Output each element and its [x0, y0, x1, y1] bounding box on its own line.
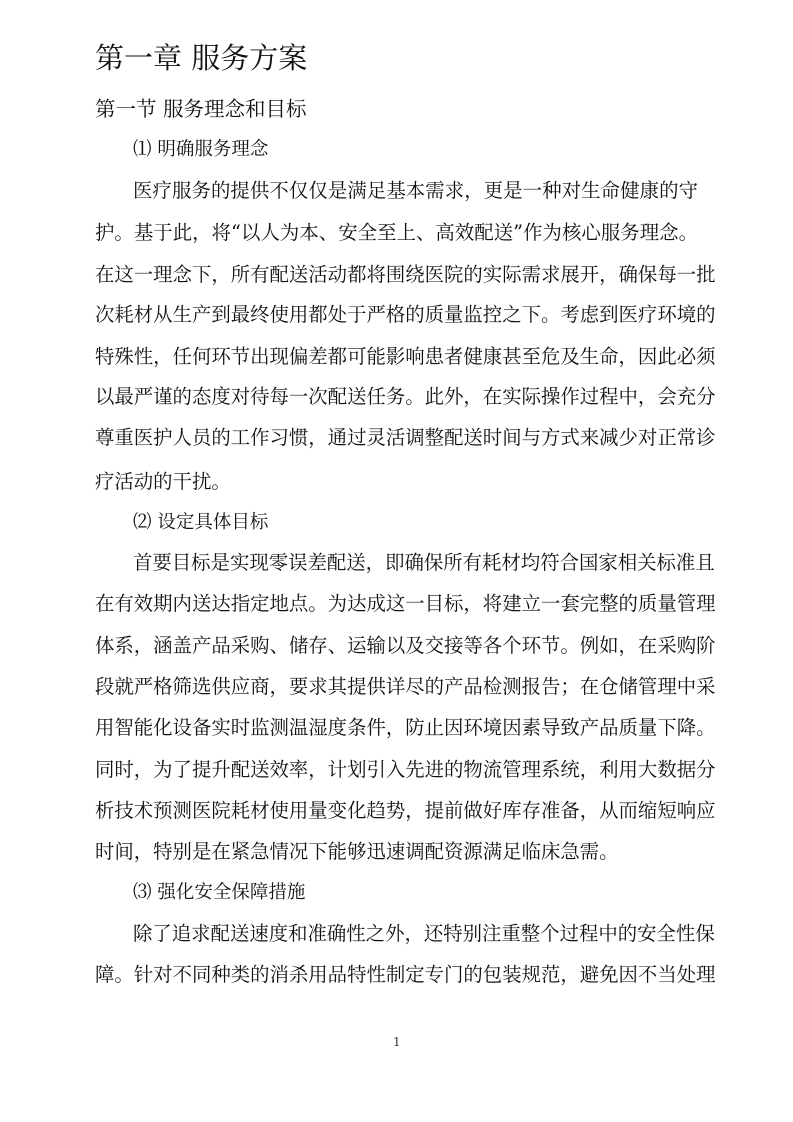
paragraph-line: 障。针对不同种类的消杀用品特性制定专门的包装规范，避免因不当处理: [95, 963, 716, 986]
paragraph-line: 时间，特别是在紧急情况下能够迅速调配资源满足临床急需。: [95, 840, 619, 863]
paragraph-line: 疗活动的干扰。: [95, 470, 231, 493]
subsection-heading: ⑴ 明确服务理念: [133, 139, 269, 160]
subsection-heading: ⑶ 强化安全保障措施: [133, 882, 306, 903]
paragraph-line: 在有效期内送达指定地点。为达成这一目标，将建立一套完整的质量管理: [95, 592, 716, 615]
paragraph-line: 次耗材从生产到最终使用都处于严格的质量监控之下。考虑到医疗环境的: [95, 303, 716, 326]
paragraph-line: 医疗服务的提供不仅仅是满足基本需求，更是一种对生命健康的守: [133, 179, 698, 202]
paragraph-line: 除了追求配送速度和准确性之外，还特别注重整个过程中的安全性保: [133, 922, 715, 945]
paragraph-line: 体系，涵盖产品采购、储存、运输以及交接等各个环节。例如，在采购阶: [95, 634, 716, 657]
paragraph-line: 在这一理念下，所有配送活动都将围绕医院的实际需求展开，确保每一批: [95, 263, 716, 286]
paragraph-line: 同时，为了提升配送效率，计划引入先进的物流管理系统，利用大数据分: [95, 758, 716, 781]
paragraph-line: 以最严谨的态度对待每一次配送任务。此外，在实际操作过程中，会充分: [95, 385, 716, 408]
chapter-title: 第一章 服务方案: [95, 41, 308, 75]
paragraph-line: 尊重医护人员的工作习惯，通过灵活调整配送时间与方式来减少对正常诊: [95, 426, 716, 449]
paragraph-line: 护。基于此，将“以人为本、安全至上、高效配送”作为核心服务理念。: [95, 221, 698, 244]
paragraph-line: 段就严格筛选供应商，要求其提供详尽的产品检测报告；在仓储管理中采: [95, 675, 716, 698]
section-title: 第一节 服务理念和目标: [95, 97, 307, 121]
page-number: 1: [393, 1035, 401, 1049]
subsection-heading: ⑵ 设定具体目标: [133, 512, 269, 533]
paragraph-line: 首要目标是实现零误差配送，即确保所有耗材均符合国家相关标准且: [133, 551, 715, 574]
paragraph-line: 用智能化设备实时监测温湿度条件，防止因环境因素导致产品质量下降。: [95, 716, 716, 739]
paragraph-line: 特殊性，任何环节出现偏差都可能影响患者健康甚至危及生命，因此必须: [95, 345, 716, 368]
paragraph-line: 析技术预测医院耗材使用量变化趋势，提前做好库存准备，从而缩短响应: [95, 799, 716, 822]
